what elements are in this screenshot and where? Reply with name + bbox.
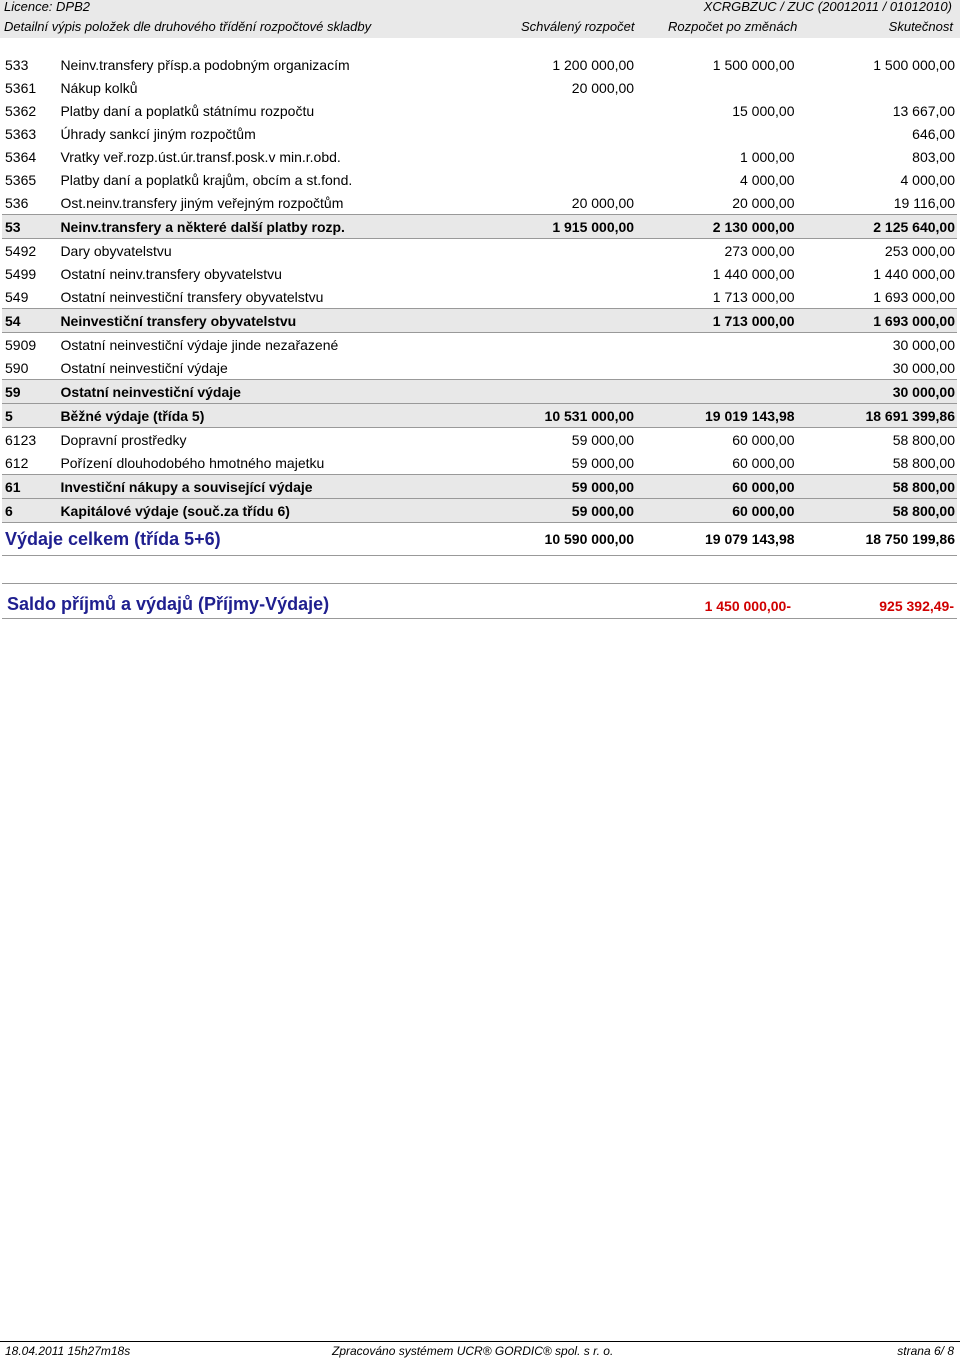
row-approved: 59 000,00 [476, 475, 636, 499]
report-id: XCRGBZUC / ZUC (20012011 / 01012010) [703, 0, 952, 14]
row-code: 5363 [5, 125, 37, 142]
col-header-revised: Rozpočet po změnách [668, 19, 798, 34]
row-label: Ostatní neinvestiční výdaje jinde nezařazené [60, 336, 339, 353]
row-label: Investiční nákupy a související výdaje [60, 475, 475, 499]
row-revised: 1 713 000,00 [636, 285, 796, 309]
total-label: Výdaje celkem (třída 5+6) [2, 523, 476, 556]
row-approved: 1 200 000,00 [552, 56, 635, 73]
row-revised [636, 380, 796, 404]
table-row [2, 451, 957, 475]
licence-label: Licence: DPB2 [4, 0, 90, 14]
row-revised: 20 000,00 [636, 191, 796, 215]
table-row [2, 404, 957, 428]
row-label: Nákup kolků [60, 79, 138, 96]
table-row [2, 333, 957, 357]
row-approved [476, 168, 636, 191]
row-actual: 58 800,00 [797, 451, 957, 475]
row-approved [476, 380, 636, 404]
row-label: Ost.neinv.transfery jiným veřejným rozpočtům [60, 191, 475, 215]
table-row [2, 215, 957, 239]
footer-datetime: 18.04.2011 15h27m18s [5, 1344, 131, 1358]
row-code: 59 [2, 380, 60, 404]
row-approved: 59 000,00 [476, 499, 636, 523]
row-code: 6 [2, 499, 60, 523]
row-code: 5 [2, 404, 60, 428]
row-code: 6123 [5, 431, 37, 448]
row-revised: 19 019 143,98 [636, 404, 796, 428]
table-row [2, 499, 957, 523]
row-actual: 18 691 399,86 [797, 404, 957, 428]
table-row [2, 122, 957, 145]
row-code: 5499 [5, 265, 37, 282]
expense-table [2, 53, 957, 556]
row-label: Dary obyvatelstvu [60, 242, 172, 259]
row-actual: 19 116,00 [797, 191, 957, 215]
row-revised: 1 500 000,00 [712, 56, 795, 73]
row-actual: 253 000,00 [884, 242, 955, 259]
table-row [2, 428, 957, 452]
row-revised [636, 333, 796, 357]
table-row [2, 262, 957, 285]
row-code: 61 [2, 475, 60, 499]
table-row [2, 475, 957, 499]
row-revised [636, 122, 796, 145]
row-label: Běžné výdaje (třída 5) [60, 404, 475, 428]
row-actual: 4 000,00 [900, 171, 955, 188]
row-revised: 15 000,00 [732, 102, 795, 119]
row-label: Kapitálové výdaje (souč.za třídu 6) [60, 499, 475, 523]
row-approved [476, 285, 636, 309]
table-row [2, 145, 957, 168]
row-label: Dopravní prostředky [60, 431, 187, 448]
table-row [2, 191, 957, 215]
row-revised [636, 76, 796, 99]
saldo-row [2, 583, 957, 619]
total-row [2, 523, 957, 556]
report-header-top [0, 0, 960, 16]
row-actual: 646,00 [912, 125, 955, 142]
row-approved [476, 99, 636, 122]
row-code: 549 [2, 285, 60, 309]
row-code: 5364 [5, 148, 37, 165]
total-revised: 19 079 143,98 [636, 523, 796, 556]
row-code: 590 [2, 356, 60, 380]
row-revised: 1 000,00 [740, 148, 795, 165]
row-actual: 1 693 000,00 [797, 309, 957, 333]
table-row [2, 99, 957, 122]
row-actual: 58 800,00 [797, 499, 957, 523]
row-label: Ostatní neinvestiční výdaje [60, 356, 475, 380]
row-revised: 4 000,00 [740, 171, 795, 188]
row-label: Pořízení dlouhodobého hmotného majetku [60, 451, 475, 475]
row-approved [476, 262, 636, 285]
total-actual: 18 750 199,86 [797, 523, 957, 556]
row-label: Ostatní neinvestiční transfery obyvatelstvu [60, 285, 475, 309]
report-subtitle: Detailní výpis položek dle druhového třídění rozpočtové skladby [4, 19, 372, 34]
table-row [2, 53, 957, 76]
row-code: 536 [2, 191, 60, 215]
row-label: Vratky veř.rozp.úst.úr.transf.posk.v min.r.obd. [60, 148, 341, 165]
saldo-revised: 1 450 000,00- [704, 598, 791, 614]
row-actual: 58 800,00 [892, 431, 955, 448]
report-footer [0, 1341, 960, 1359]
row-actual: 1 500 000,00 [873, 56, 955, 73]
row-approved [476, 356, 636, 380]
row-code: 5492 [5, 242, 37, 259]
row-approved: 10 531 000,00 [476, 404, 636, 428]
row-code: 53 [2, 215, 60, 239]
report-header-columns [0, 16, 960, 38]
row-approved [476, 309, 636, 333]
row-approved: 1 915 000,00 [476, 215, 636, 239]
row-label: Neinvestiční transfery obyvatelstvu [60, 309, 475, 333]
row-approved: 59 000,00 [571, 431, 635, 448]
row-revised: 60 000,00 [636, 499, 796, 523]
table-row [2, 356, 957, 380]
table-row [2, 168, 957, 191]
row-revised: 1 713 000,00 [636, 309, 796, 333]
row-label: Ostatní neinv.transfery obyvatelstvu [60, 265, 282, 282]
row-revised: 60 000,00 [636, 451, 796, 475]
row-code: 5362 [5, 102, 37, 119]
row-actual [797, 76, 957, 99]
table-row [2, 309, 957, 333]
row-actual: 2 125 640,00 [797, 215, 957, 239]
row-actual: 58 800,00 [797, 475, 957, 499]
row-actual: 30 000,00 [797, 380, 957, 404]
total-approved: 10 590 000,00 [476, 523, 636, 556]
row-approved [476, 333, 636, 357]
row-code: 612 [2, 451, 60, 475]
row-label: Neinv.transfery přísp.a podobným organizacím [60, 56, 350, 73]
row-approved [476, 145, 636, 168]
row-code: 5365 [5, 171, 37, 188]
table-row [2, 380, 957, 404]
row-label: Platby daní a poplatků krajům, obcím a st.fond. [60, 171, 353, 188]
row-label: Neinv.transfery a některé další platby rozp. [60, 215, 475, 239]
col-header-approved: Schválený rozpočet [521, 19, 635, 34]
row-actual: 1 440 000,00 [873, 265, 955, 282]
row-code: 5909 [5, 336, 37, 353]
row-revised: 273 000,00 [724, 242, 795, 259]
row-revised [636, 356, 796, 380]
row-actual: 803,00 [912, 148, 955, 165]
row-approved [476, 239, 636, 263]
row-code: 533 [5, 56, 29, 73]
footer-page: strana 6/ 8 [897, 1344, 954, 1358]
col-header-actual: Skutečnost [888, 19, 953, 34]
row-approved: 20 000,00 [476, 191, 636, 215]
table-row [2, 239, 957, 263]
row-label: Ostatní neinvestiční výdaje [60, 380, 475, 404]
row-actual: 1 693 000,00 [797, 285, 957, 309]
row-actual: 30 000,00 [797, 356, 957, 380]
row-label: Úhrady sankcí jiným rozpočtům [60, 125, 256, 142]
row-approved: 59 000,00 [476, 451, 636, 475]
row-revised: 1 440 000,00 [712, 265, 795, 282]
row-revised: 60 000,00 [636, 475, 796, 499]
table-row [2, 76, 957, 99]
row-revised: 2 130 000,00 [636, 215, 796, 239]
row-actual: 30 000,00 [892, 336, 955, 353]
row-label: Platby daní a poplatků státnímu rozpočtu [60, 102, 315, 119]
row-actual: 13 667,00 [892, 102, 955, 119]
row-approved [476, 122, 636, 145]
row-code: 54 [2, 309, 60, 333]
row-code: 5361 [5, 79, 37, 96]
row-approved: 20 000,00 [571, 79, 635, 96]
saldo-actual: 925 392,49- [879, 598, 954, 614]
row-revised: 60 000,00 [732, 431, 795, 448]
footer-system: Zpracováno systémem UCR® GORDIC® spol. s r. o. [332, 1344, 614, 1358]
saldo-label: Saldo příjmů a výdajů (Příjmy-Výdaje) [7, 594, 330, 614]
table-row [2, 285, 957, 309]
